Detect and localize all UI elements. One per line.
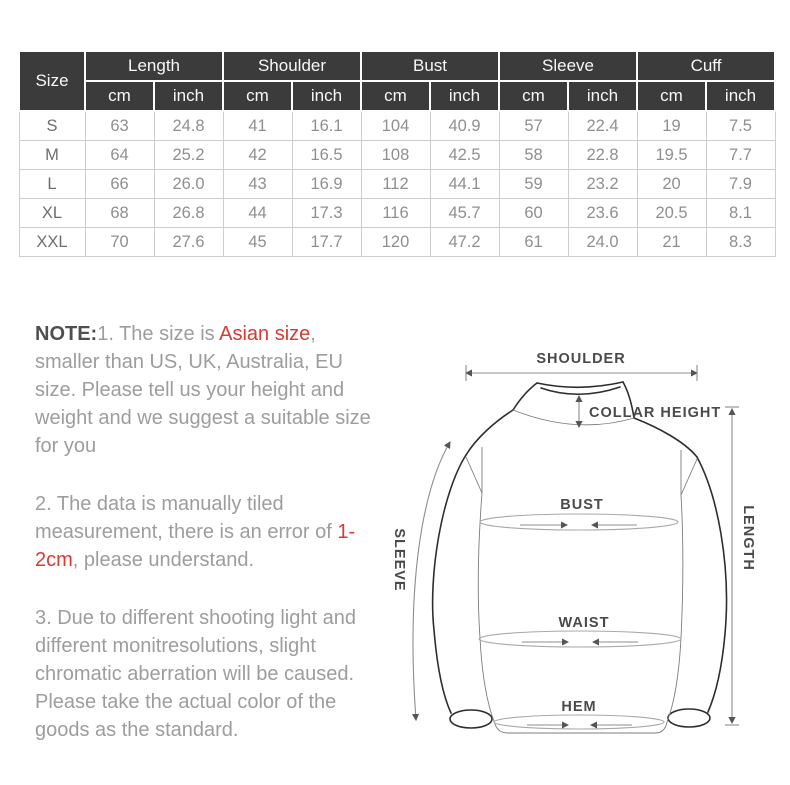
- col-header-cuff: Cuff: [637, 51, 775, 81]
- value-cell: 70: [85, 228, 154, 257]
- waist-ellipse: [479, 631, 681, 647]
- garment-measurement-diagram: [370, 330, 790, 770]
- waist-label: WAIST: [558, 615, 610, 631]
- value-cell: 116: [361, 199, 430, 228]
- value-cell: 26.8: [154, 199, 223, 228]
- unit-header: cm: [223, 81, 292, 111]
- table-group-header-row: [19, 51, 775, 81]
- value-cell: 8.1: [706, 199, 775, 228]
- note-text: 2. The data is manually tiled measurement, there is an error of: [35, 493, 338, 543]
- table-row: [19, 170, 775, 199]
- size-cell: L: [19, 170, 85, 199]
- value-cell: 45: [223, 228, 292, 257]
- unit-header: cm: [85, 81, 154, 111]
- length-label: LENGTH: [740, 505, 756, 571]
- value-cell: 68: [85, 199, 154, 228]
- bust-label: BUST: [560, 497, 604, 513]
- value-cell: 22.8: [568, 141, 637, 170]
- value-cell: 24.8: [154, 111, 223, 141]
- value-cell: 7.7: [706, 141, 775, 170]
- col-header-length: Length: [85, 51, 223, 81]
- value-cell: 42.5: [430, 141, 499, 170]
- value-cell: 25.2: [154, 141, 223, 170]
- note-text: 1. The size is: [97, 323, 220, 345]
- value-cell: 40.9: [430, 111, 499, 141]
- value-cell: 16.9: [292, 170, 361, 199]
- value-cell: 8.3: [706, 228, 775, 257]
- value-cell: 45.7: [430, 199, 499, 228]
- col-header-bust: Bust: [361, 51, 499, 81]
- value-cell: 47.2: [430, 228, 499, 257]
- size-cell: XL: [19, 199, 85, 228]
- value-cell: 66: [85, 170, 154, 199]
- table-row: [19, 228, 775, 257]
- table-units-row: [19, 81, 775, 111]
- col-header-sleeve: Sleeve: [499, 51, 637, 81]
- value-cell: 21: [637, 228, 706, 257]
- value-cell: 57: [499, 111, 568, 141]
- size-cell: XXL: [19, 228, 85, 257]
- value-cell: 19.5: [637, 141, 706, 170]
- sleeve-arrow: [413, 442, 450, 720]
- sleeve-label: SLEEVE: [391, 528, 407, 592]
- value-cell: 44.1: [430, 170, 499, 199]
- notes-block: [35, 320, 380, 774]
- value-cell: 7.5: [706, 111, 775, 141]
- value-cell: 7.9: [706, 170, 775, 199]
- table-row: [19, 199, 775, 228]
- value-cell: 64: [85, 141, 154, 170]
- value-cell: 104: [361, 111, 430, 141]
- note-paragraph-2: [35, 490, 380, 574]
- note-highlight-asian-size: Asian size: [219, 323, 311, 345]
- value-cell: 60: [499, 199, 568, 228]
- value-cell: 20.5: [637, 199, 706, 228]
- col-header-size: Size: [19, 51, 85, 111]
- value-cell: 16.1: [292, 111, 361, 141]
- value-cell: 26.0: [154, 170, 223, 199]
- hem-ellipse: [494, 715, 664, 729]
- unit-header: inch: [154, 81, 223, 111]
- unit-header: inch: [430, 81, 499, 111]
- value-cell: 20: [637, 170, 706, 199]
- unit-header: cm: [499, 81, 568, 111]
- size-cell: S: [19, 111, 85, 141]
- size-cell: M: [19, 141, 85, 170]
- note-text: , smaller than US, UK, Australia, EU size. Please tell us your height and weight and we suggest a suitable size for you: [35, 323, 371, 457]
- value-cell: 112: [361, 170, 430, 199]
- note-paragraph-3: [35, 604, 380, 744]
- hem-label: HEM: [561, 699, 597, 715]
- value-cell: 41: [223, 111, 292, 141]
- value-cell: 59: [499, 170, 568, 199]
- value-cell: 58: [499, 141, 568, 170]
- collar-height-label: COLLAR HEIGHT: [589, 405, 722, 421]
- note-label: NOTE:: [35, 323, 98, 345]
- value-cell: 19: [637, 111, 706, 141]
- sweater-seams: [466, 410, 697, 733]
- unit-header: cm: [637, 81, 706, 111]
- value-cell: 22.4: [568, 111, 637, 141]
- table-row: [19, 111, 775, 141]
- shoulder-label: SHOULDER: [536, 351, 626, 367]
- unit-header: inch: [706, 81, 775, 111]
- note-paragraph-1: [35, 320, 380, 460]
- value-cell: 120: [361, 228, 430, 257]
- unit-header: cm: [361, 81, 430, 111]
- value-cell: 108: [361, 141, 430, 170]
- value-cell: 23.2: [568, 170, 637, 199]
- col-header-shoulder: Shoulder: [223, 51, 361, 81]
- value-cell: 23.6: [568, 199, 637, 228]
- value-cell: 17.3: [292, 199, 361, 228]
- value-cell: 44: [223, 199, 292, 228]
- unit-header: inch: [568, 81, 637, 111]
- unit-header: inch: [292, 81, 361, 111]
- value-cell: 16.5: [292, 141, 361, 170]
- table-row: [19, 141, 775, 170]
- value-cell: 27.6: [154, 228, 223, 257]
- value-cell: 43: [223, 170, 292, 199]
- size-chart-table: [18, 50, 776, 257]
- value-cell: 17.7: [292, 228, 361, 257]
- bust-ellipse: [480, 514, 678, 530]
- value-cell: 42: [223, 141, 292, 170]
- value-cell: 24.0: [568, 228, 637, 257]
- value-cell: 63: [85, 111, 154, 141]
- value-cell: 61: [499, 228, 568, 257]
- note-text: 3. Due to different shooting light and different monitresolutions, slight chromatic aberration will be caused. Please take the actual color of the goods as the standard.: [35, 607, 356, 741]
- note-highlight-error: 1-2cm: [35, 521, 356, 571]
- note-text: , please understand.: [72, 549, 255, 571]
